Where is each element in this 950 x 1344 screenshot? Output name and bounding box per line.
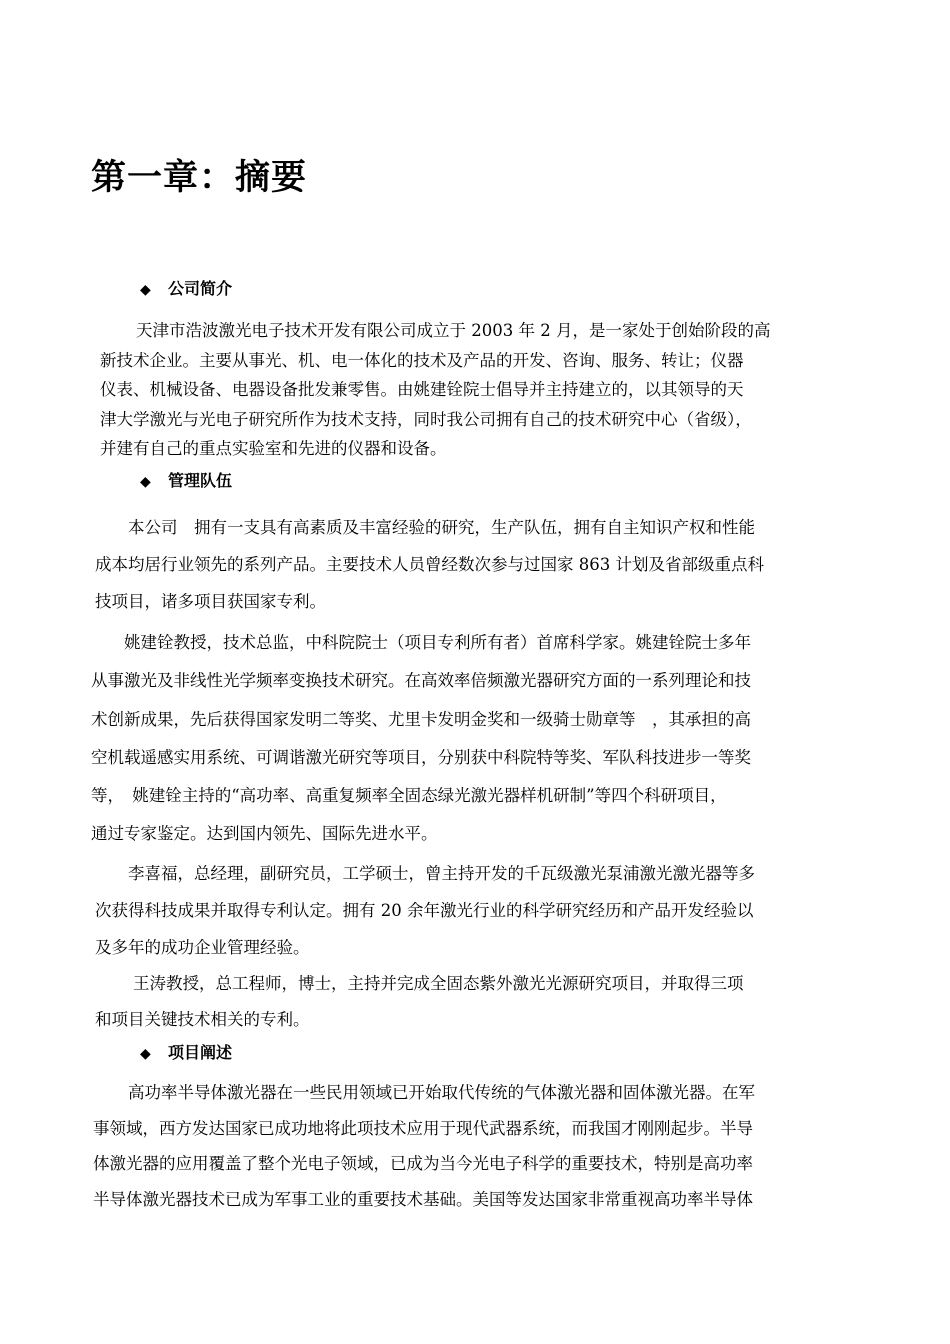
section-heading-label: 公司简介	[168, 279, 233, 298]
paragraph-line: 及多年的成功企业管理经验。	[95, 938, 310, 957]
paragraph-line: 半导体激光器技术已成为军事工业的重要技术基础。美国等发达国家非常重视高功率半导体	[93, 1189, 753, 1209]
paragraph-line: 姚建铨教授，技术总监，中科院院士（项目专利所有者）首席科学家。姚建铨院士多年	[124, 633, 751, 652]
paragraph-line: 事领域，西方发达国家已成功地将此项技术应用于现代武器系统，而我国才刚刚起步。半导	[93, 1118, 753, 1138]
company-profile-paragraph	[100, 316, 770, 464]
paragraph-line: 从事激光及非线性光学频率变换技术研究。在高效率倍频激光器研究方面的一系列理论和技	[91, 671, 751, 691]
section-heading-label: 项目阐述	[168, 1043, 233, 1062]
paragraph-line: 术创新成果，先后获得国家发明二等奖、尤里卡发明金奖和一级骑士勋章等 ，其承担的高	[91, 709, 751, 729]
paragraph-line: 体激光器的应用覆盖了整个光电子领域，已成为当今光电子科学的重要技术，特别是高功率	[93, 1154, 753, 1173]
paragraph-line: 新技术企业。主要从事光、机、电一体化的技术及产品的开发、咨询、服务、转让；仪器	[100, 350, 744, 370]
section-heading-label: 管理队伍	[168, 471, 233, 490]
paragraph-line: 通过专家鉴定。达到国内领先、国际先进水平。	[91, 824, 438, 844]
paragraph-line: 空机载遥感实用系统、可调谐激光研究等项目，分别获中科院特等奖、军队科技进步一等奖	[91, 747, 751, 767]
paragraph-line: 高功率半导体激光器在一些民用领域已开始取代传统的气体激光器和固体激光器。在军	[128, 1083, 755, 1102]
paragraph-line: 王涛教授，总工程师，博士，主持并完成全固态紫外激光光源研究项目，并取得三项	[133, 974, 744, 993]
section-heading-company-profile	[140, 278, 232, 301]
diamond-bullet-icon: ◆	[140, 474, 151, 490]
li-xifu-bio-paragraph	[95, 855, 755, 966]
wang-tao-bio-paragraph	[95, 966, 744, 1038]
paragraph-line: 等， 姚建铨主持的“高功率、高重复频率全固态绿光激光器样机研制”等四个科研项目，	[91, 786, 727, 806]
paragraph-line: 本公司 拥有一支具有高素质及丰富经验的研究，生产队伍，拥有自主知识产权和性能	[128, 518, 755, 537]
diamond-bullet-icon: ◆	[140, 282, 151, 298]
section-heading-management-team	[140, 470, 232, 493]
project-description-paragraph	[93, 1075, 755, 1217]
paragraph-line: 津大学激光与光电子研究所作为技术支持，同时我公司拥有自己的技术研究中心（省级），	[100, 409, 752, 429]
paragraph-line: 技项目，诸多项目获国家专利。	[95, 592, 326, 611]
paragraph-line: 并建有自己的重点实验室和先进的仪器和设备。	[100, 439, 447, 458]
paragraph-line: 李喜福，总经理，副研究员，工学硕士，曾主持开发的千瓦级激光泵浦激光激光器等多	[128, 864, 755, 883]
section-heading-project-description	[140, 1042, 232, 1065]
paragraph-line: 成本均居行业领先的系列产品。主要技术人员曾经数次参与过国家 863 计划及省部级重点科	[95, 555, 764, 574]
paragraph-line: 仪表、机械设备、电器设备批发兼零售。由姚建铨院士倡导并主持建立的，以其领导的天	[100, 380, 744, 399]
chapter-title: 第一章：摘要	[91, 158, 308, 198]
management-intro-paragraph	[95, 509, 764, 620]
paragraph-line: 天津市浩波激光电子技术开发有限公司成立于 2003 年 2 月，是一家处于创始阶段的高	[136, 321, 771, 340]
paragraph-line: 和项目关键技术相关的专利。	[95, 1010, 310, 1029]
paragraph-line: 次获得科技成果并取得专利认定。拥有 20 余年激光行业的科学研究经历和产品开发经验以	[95, 901, 754, 920]
diamond-bullet-icon: ◆	[140, 1046, 151, 1062]
yao-jianquan-bio-paragraph	[91, 624, 751, 854]
